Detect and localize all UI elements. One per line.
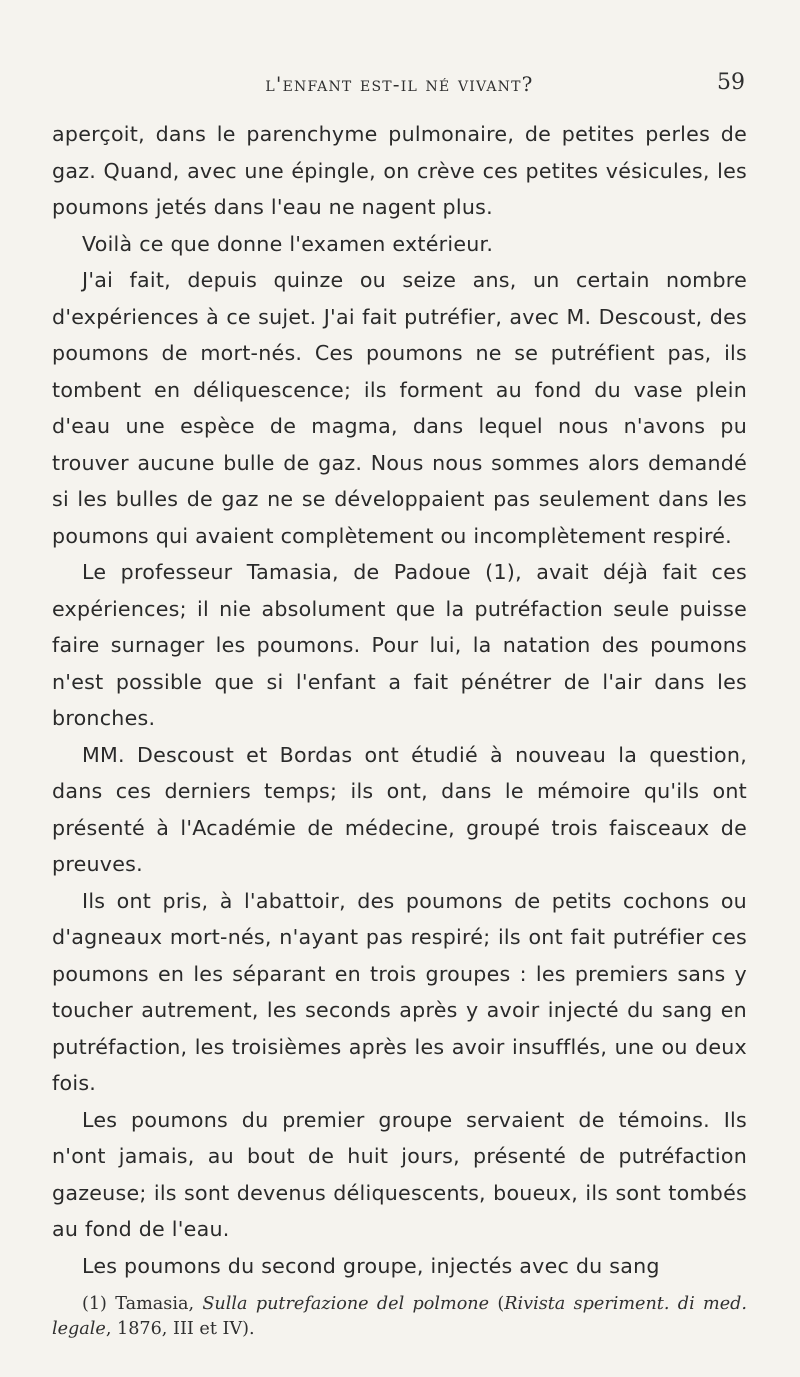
footnote-title: Sulla putrefazione del polmone <box>202 1294 490 1314</box>
running-head: l'enfant est-il né vivant? <box>265 72 534 96</box>
paragraph-continued: aperçoit, dans le parenchyme pulmonaire, de petites perles de gaz. Quand, avec une épingle, on crève ces petites vésicules, les poumons jetés dans l'eau ne nagent plus. <box>52 122 747 219</box>
footnote-separator: ( <box>489 1294 505 1314</box>
page-number: 59 <box>717 70 745 95</box>
paragraph: Le professeur Tamasia, de Padoue (1), avait déjà fait ces expériences; il nie absolument que la putréfaction seule puisse faire surnager les poumons. Pour lui, la natation des poumons n'est possible que si l'enfant a fait pénétrer de l'air dans les bronches. <box>52 560 747 730</box>
paragraph: Voilà ce que donne l'examen extérieur. <box>82 231 494 256</box>
paragraph: J'ai fait, depuis quinze ou seize ans, un certain nombre d'expériences à ce sujet. J'ai fait putréfier, avec M. Descoust, des poumons de mort-nés. Ces poumons ne se putréfient pas, ils tombent en déliquescence; ils forment au fond du vase plein d'eau une espèce de magma, dans lequel nous n'avons pu trouver aucune bulle de gaz. Nous nous sommes alors demandé si les bulles de gaz ne se développaient pas seulement dans les poumons qui avaient complètement ou incomplètement respiré. <box>52 268 747 548</box>
footnote-tail: , 1876, III et IV). <box>105 1319 255 1339</box>
footnote-journal: Rivista speriment. di med. legale <box>52 1294 747 1339</box>
paragraph: MM. Descoust et Bordas ont étudié à nouveau la question, dans ces derniers temps; ils ont, dans le mémoire qu'ils ont présenté à l'Académie de médecine, groupé trois faisceaux de preuves. <box>52 742 747 876</box>
page-header <box>52 72 747 104</box>
body-text <box>52 116 747 1284</box>
paragraph: Les poumons du premier groupe servaient de témoins. Ils n'ont jamais, au bout de huit jours, présenté de putréfaction gazeuse; ils sont devenus déliquescents, boueux, ils sont tombés au fond de l'eau. <box>52 1107 747 1241</box>
paragraph-continues: Les poumons du second groupe, injectés avec du sang <box>82 1253 660 1278</box>
paragraph: Ils ont pris, à l'abattoir, des poumons de petits cochons ou d'agneaux mort-nés, n'ayant pas respiré; ils ont fait putréfier ces poumons en les séparant en trois groupes : les premiers sans y toucher autrement, les seconds après y avoir injecté du sang en putréfaction, les troisièmes après les avoir insufflés, une ou deux fois. <box>52 888 747 1095</box>
footnote-marker: (1) Tamasia, <box>82 1294 203 1314</box>
footnote <box>52 1292 747 1342</box>
footnote-text <box>52 1292 747 1342</box>
